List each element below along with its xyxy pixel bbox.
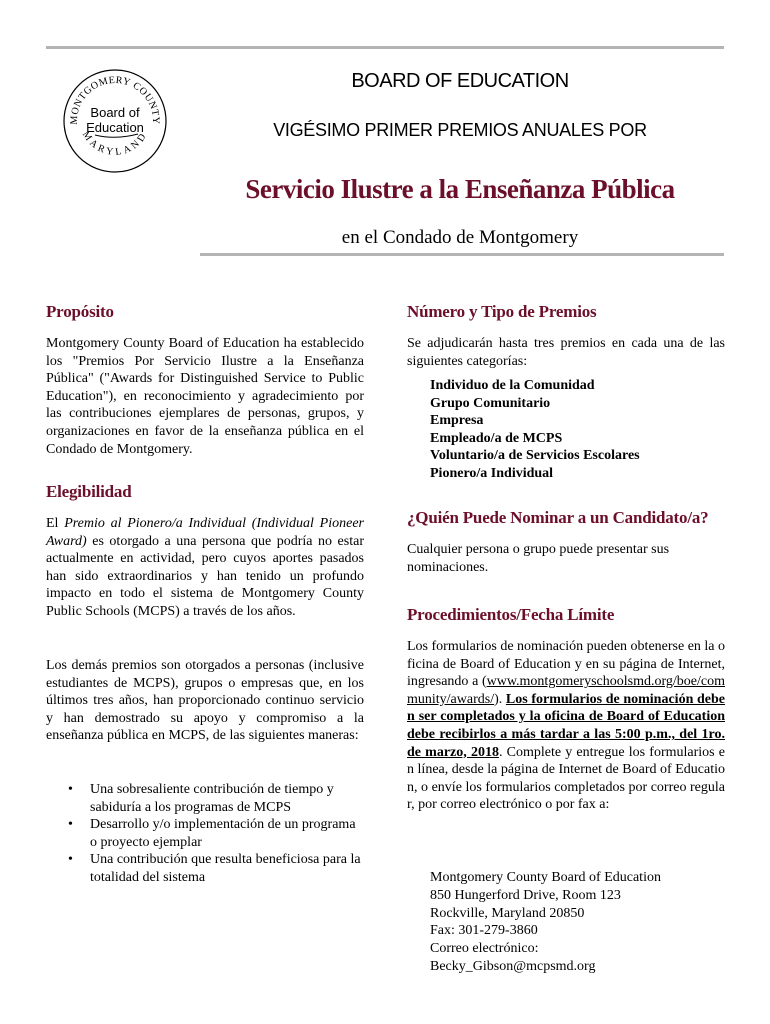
list-item: Pionero/a Individual <box>430 465 554 481</box>
email-address[interactable]: Becky_Gibson@mcpsmd.org <box>430 958 596 974</box>
procedimientos-text <box>407 638 725 814</box>
numero-text: Se adjudicarán hasta tres premios en cada una de las siguientes categorías: <box>407 336 725 369</box>
list-item: Individuo de la Comunidad <box>430 378 595 393</box>
pioneer-award-name: Premio al Pionero/a Individual (Individual Pioneer Award) <box>46 516 364 549</box>
list-item: Grupo Comunitario <box>430 395 551 411</box>
address-line: 850 Hungerford Drive, Room 123 <box>430 887 621 903</box>
criteria-list <box>68 781 366 887</box>
board-of-education-seal <box>62 68 168 174</box>
procedimientos-after-link: ). <box>494 691 506 707</box>
seal-top-arc: MONTGOMERY COUNTY <box>68 74 162 125</box>
procedimientos-start: Los formularios de nominación pueden obtenerse en la oficina de Board of Education y en su página de Internet, ingresando a ( <box>407 639 726 690</box>
heading-procedimientos: Procedimientos/Fecha Límite <box>407 605 615 624</box>
elegibilidad-p1-rest: es otorgado a una persona que podría no estar actualmente en actividad, pero cuyos aportes pasados han sido extraordinarios y han tenido un profundo impacto en todo el sistema de Montgomery County Public Schools (MCPS) a través de los años. <box>46 533 364 619</box>
elegibilidad-p1-start: El <box>46 516 65 531</box>
heading-proposito: Propósito <box>46 302 114 321</box>
elegibilidad-paragraph-2: Los demás premios son otorgados a personas (inclusive estudiantes de MCPS), grupos o empresas que, en los últimos tres años, han proporcionado continuo servicio y han demostrado su apoyo y compromiso a la enseñanza pública en MCPS, de las siguientes maneras: <box>46 658 364 744</box>
procedimientos-end: . Complete y entregue los formularios en línea, desde la página de Internet de Board of Education, o envíe los formularios completados por correo regular, por correo electrónico o por fax a: <box>407 744 726 813</box>
list-item: Empresa <box>430 413 484 429</box>
list-item: • Una sobresaliente contribución de tiempo y sabiduría a los programas de MCPS <box>68 781 366 816</box>
list-item: • Una contribución que resulta beneficiosa para la totalidad del sistema <box>68 851 366 886</box>
mailing-address <box>430 869 661 976</box>
seal-bottom-arc: MARYLAND <box>79 129 151 159</box>
list-item: Voluntario/a de Servicios Escolares <box>430 448 640 464</box>
address-line: Rockville, Maryland 20850 <box>430 905 585 921</box>
elegibilidad-paragraph-1 <box>46 515 364 621</box>
list-item: • Desarrollo y/o implementación de un programa o proyecto ejemplar <box>68 816 366 851</box>
heading-numero-tipo: Número y Tipo de Premios <box>407 302 597 321</box>
board-heading: BOARD OF EDUCATION <box>351 70 569 92</box>
proposito-text: Montgomery County Board of Education ha establecido los "Premios Por Servicio Ilustre a la Enseñanza Pública" ("Awards for Distinguished Service to Public Education"), en reconocimiento y agradecimiento por las contribuciones ejemplares de personas, grupos, y organizaciones en favor de la enseñanza pública en el Condado de Montgomery. <box>46 336 364 457</box>
top-rule <box>46 46 724 49</box>
quien-text: Cualquier persona o grupo puede presentar sus nominaciones. <box>407 542 670 575</box>
deadline-notice: Los formularios de nominación deben ser completados y la oficina de Board of Education debe recibirlos a más tardar a las 5:00 p.m., del 1ro. de marzo, 2018 <box>407 691 725 760</box>
seal-center-line2: Education <box>86 120 144 135</box>
county-line: en el Condado de Montgomery <box>341 227 579 248</box>
heading-elegibilidad: Elegibilidad <box>46 482 132 501</box>
seal-center-line1: Board of <box>90 105 140 120</box>
address-line: Correo electrónico: <box>430 941 539 957</box>
address-line: Montgomery County Board of Education <box>430 870 661 885</box>
heading-quien-nomina: ¿Quién Puede Nominar a un Candidato/a? <box>407 508 709 527</box>
page-title: Servicio Ilustre a la Enseñanza Pública <box>245 174 675 204</box>
subtitle: VIGÉSIMO PRIMER PREMIOS ANUALES POR <box>273 120 647 140</box>
fax-number: Fax: 301-279-3860 <box>430 923 538 939</box>
list-item: Empleado/a de MCPS <box>430 430 563 446</box>
header-bottom-rule <box>200 253 724 256</box>
award-categories <box>430 377 640 483</box>
boe-community-link[interactable]: www.montgomeryschoolsmd.org/boe/community/awards/ <box>407 674 725 707</box>
